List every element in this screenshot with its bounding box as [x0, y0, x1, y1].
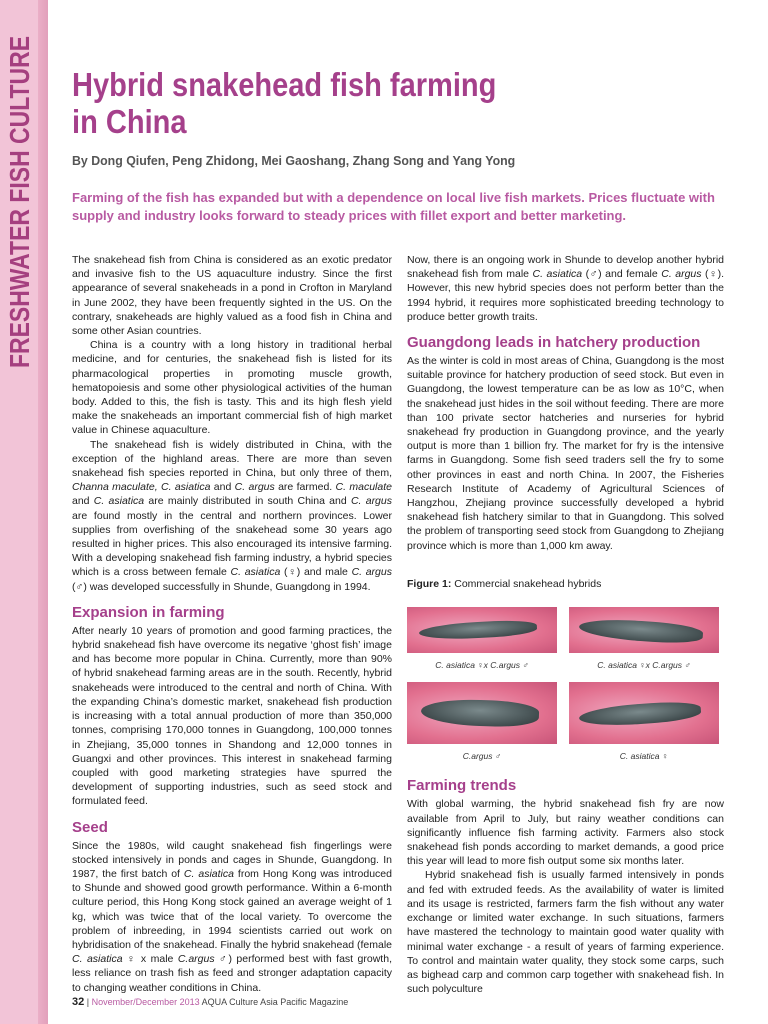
footer-separator: |: [84, 997, 92, 1007]
paragraph: After nearly 10 years of promotion and good farming practices, the hybrid snakehead fish have overcome its negative ‘ghost fish’ image and has become more popular in China. Currently, more than 90% of hybrid snakehead farming areas are in the south. Recently, hybrid snakeheads were introduced to the central and north of China. With the expanding China’s domestic market, snakehead fish production is increasing with a total annual production of more than 350,000 tonnes, comprising 170,000 tonnes in Guangdong, 100,000 tonnes in Zhejiang, 35,000 tonnes in Shandong and 12,000 tonnes in Guangxi and other provinces. This interest in snakehead farming coupled with good marketing strategies have spurred the development of supporting industries, such as seed stock and formulated feed.: [72, 624, 392, 808]
column-left: [72, 253, 392, 995]
fish-photo: [407, 607, 557, 653]
paragraph: With global warming, the hybrid snakehead fish fry are now available from April to July, but rainy weather conditions can significantly influence fish farming activity. Farmers also stock snakehead fish ponds according to market demands, a good price this year will lead to more fish output some six months later.: [407, 798, 724, 868]
section-heading-guangdong: Guangdong leads in hatchery production: [407, 334, 701, 352]
figure-grid: [407, 607, 724, 767]
section-heading-trends: Farming trends: [407, 777, 517, 795]
paragraph: The snakehead fish is widely distributed in China, with the exception of the highland areas. There are more than seven snakehead fish species reported in China, but only three of them, Channa maculate, C. asiatica and C. argus are farmed. C. maculate and C. asiatica are mainly distributed in south China and C. argus are found mostly in the central and northern provinces. Lower supplies from overfishing of the snakehead some 30 years ago resulted in higher prices. This also encouraged its intensive farming. With a developing snakehead fish farming industry, a hybrid species which is a cross between female C. asiatica (♀) and male C. argus (♂) was developed successfully in Shunde, Guangdong in 1994.: [72, 438, 392, 593]
fish-photo: [407, 682, 557, 744]
standfirst: Farming of the fish has expanded but with a dependence on local live fish markets. Prices fluctuate with supply and industry looks forward to steady prices with fillet export and better marketing.: [72, 190, 715, 223]
figure-label: C.argus ♂: [462, 751, 502, 762]
section-label: FRESHWATER FISH CULTURE: [4, 35, 35, 369]
paragraph: The snakehead fish from China is considered as an exotic predator and invasive fish to the US aquaculture industry. Since the first appearance of several snakeheads in a pond in Crofton in Maryland in June 2002, they have been frequently sighted in the US. On the contrary, snakeheads are highly valued as a food fish in China and some other Asian countries.: [72, 254, 392, 338]
paragraph: Since the 1980s, wild caught snakehead fish fingerlings were stocked intensively in ponds and cages in Shunde, Guangdong. In 1987, the first batch of C. asiatica from Hong Kong was introduced to Shunde and showed good growth performance. Within a 6-month culture period, this Hong Kong stock gained an average weight of 1 kg, which was twice that of the local variety. To overcome the problem of inbreeding, in 1994 scientists carried out work on hybridisation of the snakehead. Finally the hybrid snakehead (female C. asiatica ♀ x male C.argus ♂) performed best with fast growth, less reliance on trash fish as feed and stronger adaptation capacity to changing weather conditions in China.: [72, 839, 392, 994]
article-title: [72, 66, 600, 140]
figure-cell: [407, 607, 557, 676]
paragraph: As the winter is cold in most areas of China, Guangdong is the most suitable province for hatchery production of seed stock. But even in Guangdong, the lowest temperature can be as low as 10°C, when the snakehead just hides in the soil without feeding. There are more than 100 private sector hatcheries and nurseries for hybrid snakehead fry production in Guangdong province, and the yearly output is more than 1 billion fry. The market for fry is the intensive farms in Guangdong. Some fish seed traders sell the fry to some other provinces in east and north China. In 2007, the Fisheries Research Institute of Academy of Agricultural Sciences of Hangzhou, Zhejiang province successfully developed a hybrid snakehead fish hatchery similar to that in Guangdong. This solved the problem of transporting seed stock from Guangdong to Zhejiang province which is more than 1,000 km away.: [407, 355, 724, 552]
fish-photo: [569, 682, 719, 744]
magazine-name: AQUA Culture Asia Pacific Magazine: [199, 997, 349, 1007]
page-footer: [72, 996, 348, 1008]
section-heading-expansion: Expansion in farming: [72, 603, 225, 621]
paragraph: China is a country with a long history in traditional herbal medicine, and for centuries, the snakehead fish is listed for its pharmacological properties in promoting muscle growth, hematopoiesis and some other physiological activities of the human body. Added to this, the fish is tasty. This and its high flesh yield make the snakeheads an important commercial fish of high market value in Chinese aquaculture.: [72, 339, 392, 437]
title-line-2: in China: [72, 103, 187, 140]
figure-label: C. asiatica ♀x C.argus ♂: [435, 660, 529, 671]
figure-label: C. asiatica ♀x C.argus ♂: [597, 660, 691, 671]
paragraph: Now, there is an ongoing work in Shunde to develop another hybrid snakehead fish from male C. asiatica (♂) and female C. argus (♀). However, this new hybrid species does not perform better than the 1994 hybrid, it requires more sophisticated breeding technology to produce better growth traits.: [407, 254, 724, 323]
title-line-1: Hybrid snakehead fish farming: [72, 66, 497, 103]
figure-cell: [569, 607, 719, 676]
section-heading-seed: Seed: [72, 818, 108, 836]
issue-date: November/December 2013: [91, 997, 200, 1007]
column-right: [407, 253, 724, 996]
figure-cell: [407, 682, 557, 767]
page-number: 32: [72, 996, 85, 1008]
figure-cell: [569, 682, 719, 767]
sidebar-band: [0, 0, 48, 1024]
byline: By Dong Qiufen, Peng Zhidong, Mei Gaoshang, Zhang Song and Yang Yong: [72, 153, 516, 168]
paragraph: Hybrid snakehead fish is usually farmed intensively in ponds and fed with extruded feeds. As the availability of water is limited and its usage is restricted, farmers farm the fish without any water exchange or limited water exchange. In such situations, farmers have mastered the technology to maintain good water quality with minimal water exchange - a result of years of farming experience. To control and maintain water quality, they stock some carps, such as bighead carp and common carp together with snakehead fish. In such polyculture: [407, 869, 724, 996]
fish-photo: [569, 607, 719, 653]
figure-caption: Figure 1: Commercial snakehead hybrids: [407, 577, 602, 590]
figure-label: C. asiatica ♀: [619, 751, 669, 762]
